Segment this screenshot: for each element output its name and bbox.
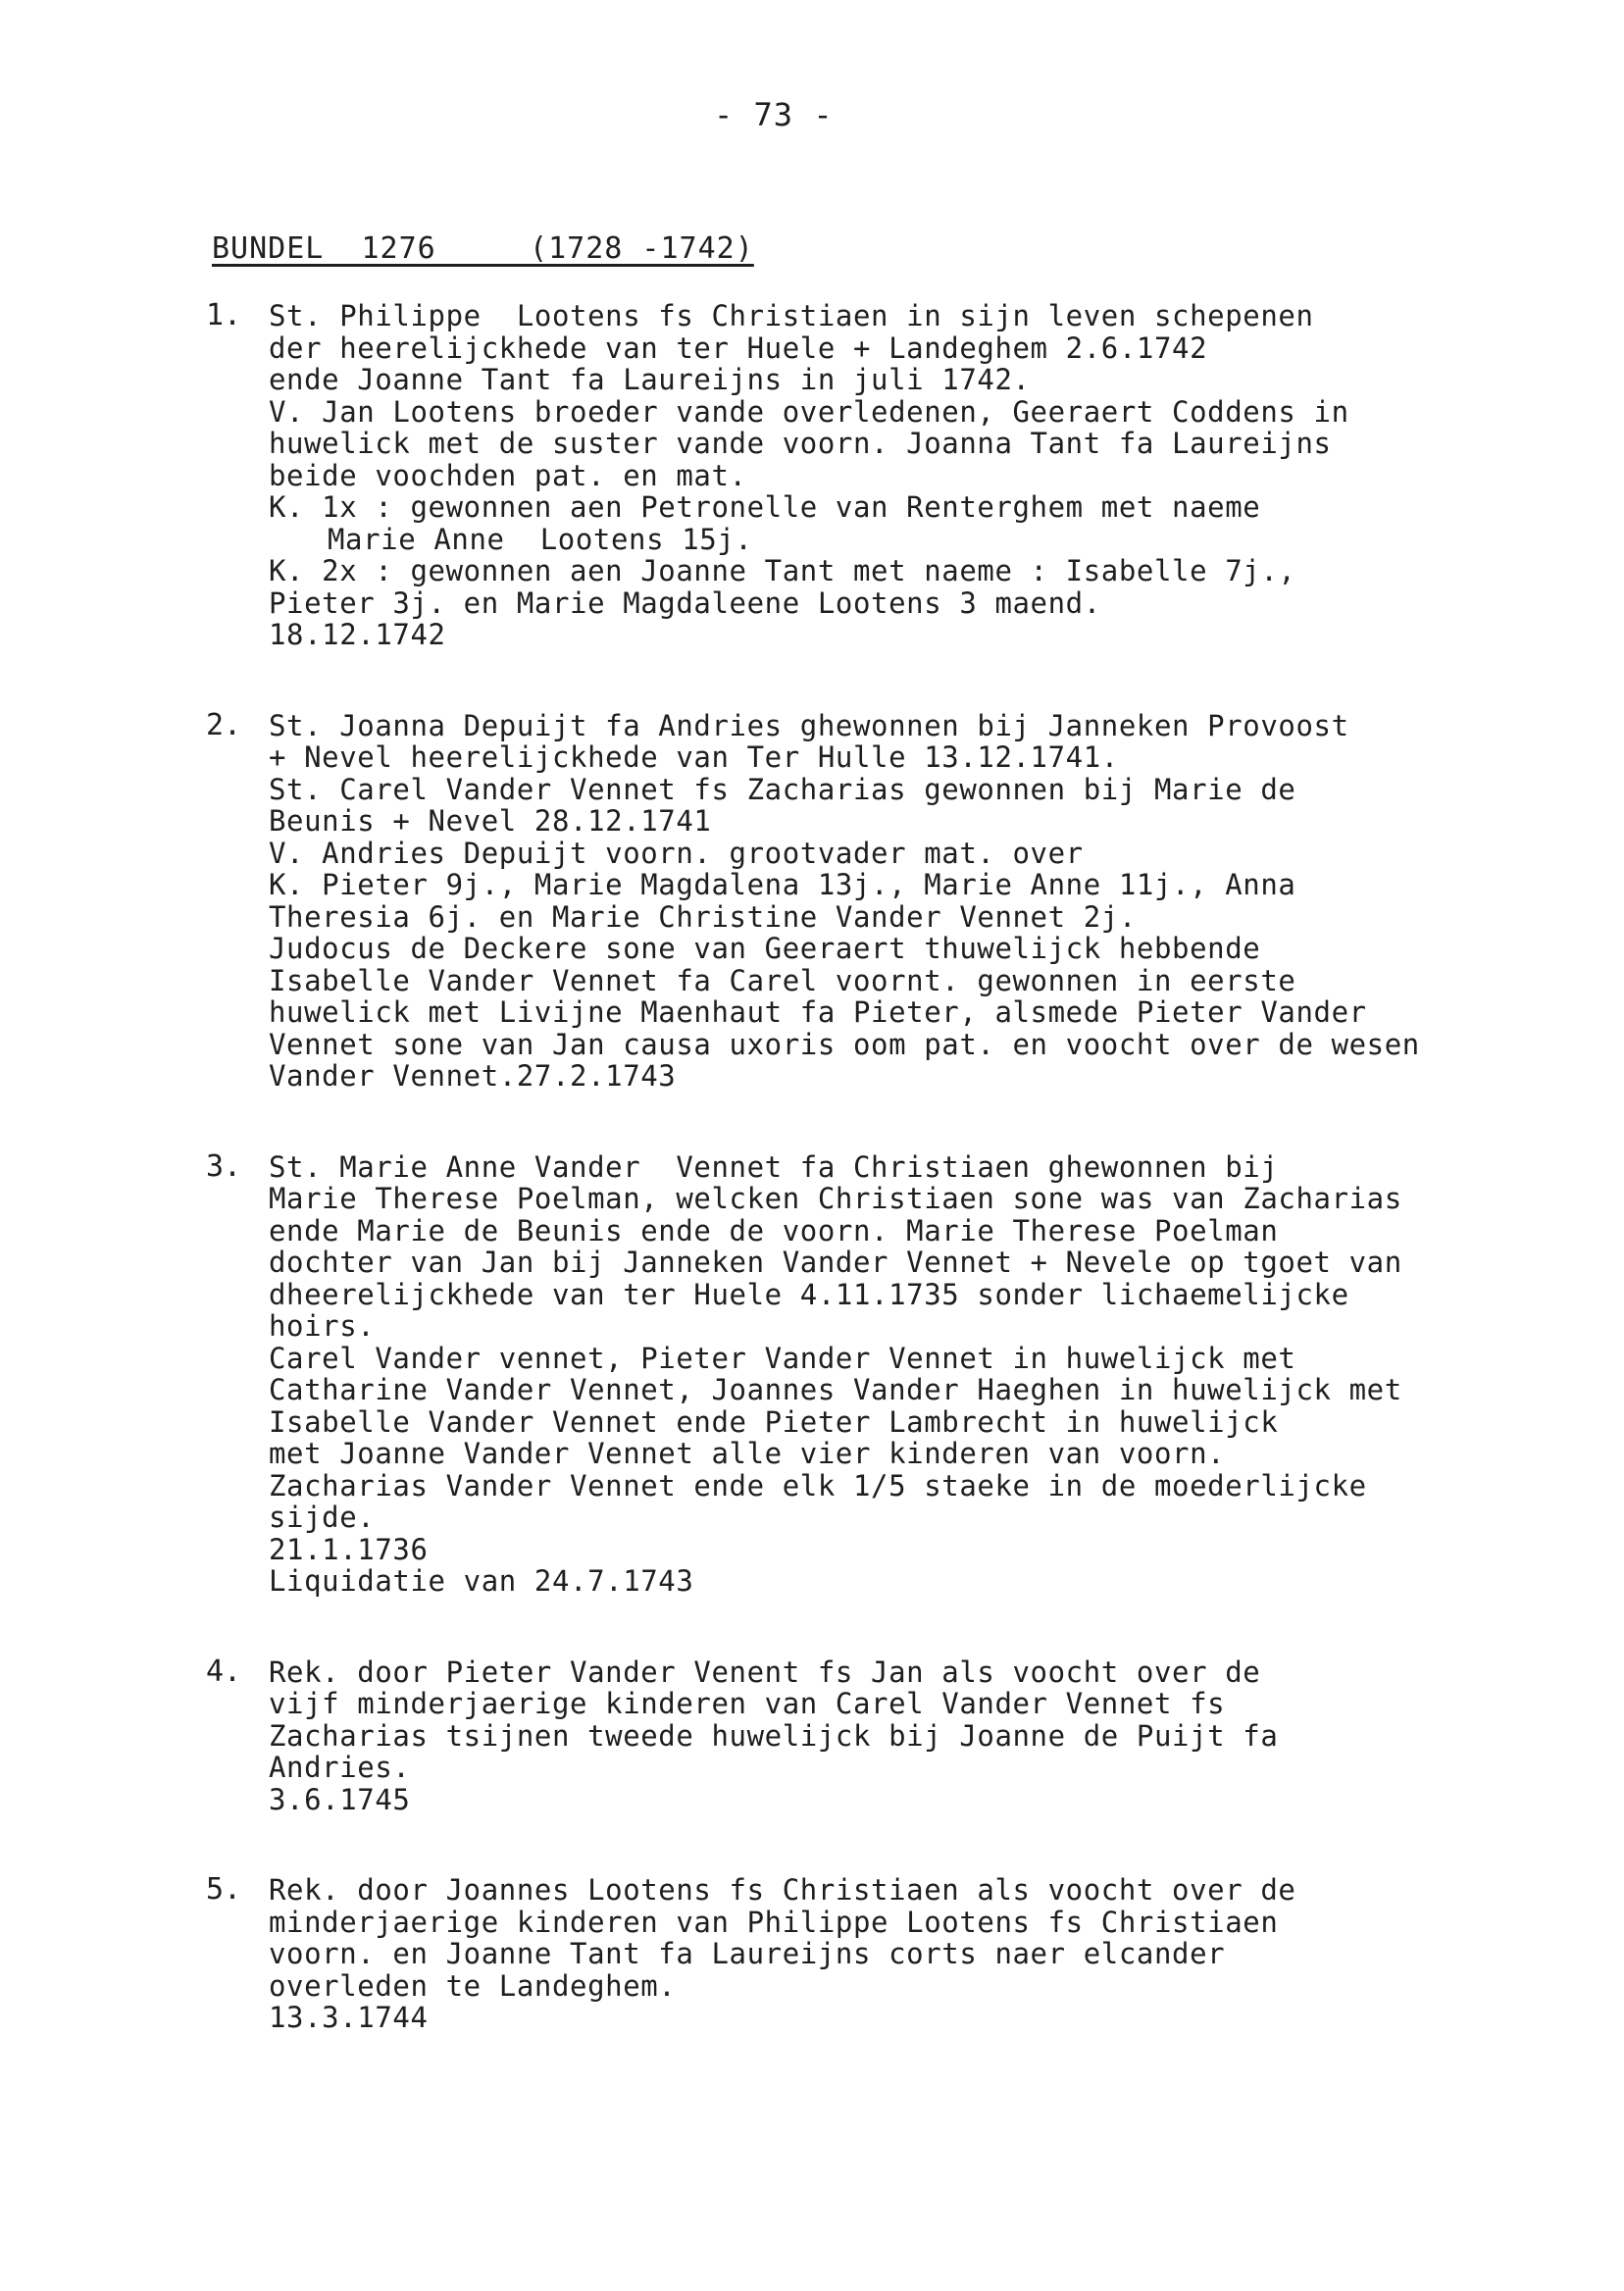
entry-line: K. 2x : gewonnen aen Joanne Tant met naeme : Isabelle 7j., <box>269 554 1296 587</box>
entry-line: ende Marie de Beunis ende de voorn. Marie Therese Poelman <box>269 1213 1279 1247</box>
entry-number: 1. <box>206 298 242 332</box>
entry-number: 5. <box>206 1872 242 1907</box>
entry-line: St. Carel Vander Vennet fs Zacharias gewonnen bij Marie de <box>269 772 1296 806</box>
entry-4 <box>206 1656 1579 1816</box>
entry-line: dheerelijckhede van ter Huele 4.11.1735 sonder lichaemelijcke <box>269 1277 1349 1311</box>
entry-line: Judocus de Deckere sone van Geeraert thuwelijck hebbende <box>269 932 1261 965</box>
entry-line: Beunis + Nevel 28.12.1741 <box>269 804 712 838</box>
entry-line: met Joanne Vander Vennet alle vier kinderen van voorn. <box>269 1437 1226 1470</box>
entry-number: 4. <box>206 1654 242 1689</box>
entry-line: V. Andries Depuijt voorn. grootvader mat. over <box>269 836 1084 870</box>
entry-line: beide voochden pat. en mat. <box>269 458 747 492</box>
entry-line: Pieter 3j. en Marie Magdaleene Lootens 3 maend. <box>269 585 1101 620</box>
entry-date: 21.1.1736 <box>269 1532 429 1566</box>
entry-line: Isabelle Vander Vennet ende Pieter Lambrecht in huwelijck <box>269 1404 1279 1439</box>
entry-line: huwelick met de suster vande voorn. Joanna Tant fa Laureijns <box>269 427 1332 460</box>
entry-line: minderjaerige kinderen van Philippe Lootens fs Christiaen <box>269 1905 1279 1939</box>
entry-number: 3. <box>206 1148 242 1184</box>
entry-2 <box>206 707 1579 1093</box>
entry-line: hoirs. <box>269 1309 376 1343</box>
entry-line: Zacharias tsijnen tweede huwelijck bij Joanne de Puijt fa <box>269 1718 1279 1753</box>
entry-line: vijf minderjaerige kinderen van Carel Vander Vennet fs <box>269 1687 1226 1720</box>
entry-line: Marie Therese Poelman, welcken Christiaen sone was van Zacharias <box>269 1182 1402 1215</box>
entry-line: voorn. en Joanne Tant fa Laureijns corts naer elcander <box>269 1937 1226 1970</box>
entry-line: Zacharias Vander Vennet ende elk 1/5 staeke in de moederlijcke <box>269 1468 1367 1502</box>
entry-date: 13.3.1744 <box>269 2001 429 2034</box>
entry-line: Isabelle Vander Vennet fa Carel voornt. gewonnen in eerste <box>269 963 1296 997</box>
entry-line: K. 1x : gewonnen aen Petronelle van Renterghem met naeme <box>269 490 1261 524</box>
entry-3 <box>206 1148 1579 1598</box>
entry-line: St. Joanna Depuijt fa Andries ghewonnen bij Janneken Provoost <box>269 708 1349 742</box>
entry-line: overleden te Landeghem. <box>269 1968 677 2003</box>
entry-line: Catharine Vander Vennet, Joannes Vander Haeghen in huwelijck met <box>269 1373 1402 1406</box>
entry-line: V. Jan Lootens broeder vande overledenen, Geeraert Coddens in <box>269 394 1349 429</box>
page-number: - 73 - <box>714 96 834 133</box>
entry-line: Theresia 6j. en Marie Christine Vander Vennet 2j. <box>269 899 1137 934</box>
entry-line: Liquidatie van 24.7.1743 <box>269 1564 694 1598</box>
entry-line: huwelick met Livijne Maenhaut fa Pieter, alsmede Pieter Vander <box>269 995 1367 1029</box>
entry-line: St. Philippe Lootens fs Christiaen in sijn leven schepenen <box>269 299 1314 332</box>
entries-list <box>206 300 1579 2093</box>
entry-date: 18.12.1742 <box>269 618 446 651</box>
entry-line: + Nevel heerelijckhede van Ter Hulle 13.12.1741. <box>269 740 1119 774</box>
entry-line: ende Joanne Tant fa Laureijns in juli 1742. <box>269 363 1031 396</box>
entry-date: 3.6.1745 <box>269 1782 411 1816</box>
entry-line: Vennet sone van Jan causa uxoris oom pat. en voocht over de wesen <box>269 1027 1420 1061</box>
entry-1 <box>206 300 1579 651</box>
entry-line: Andries. <box>269 1751 411 1784</box>
entry-line: sijde. <box>269 1501 376 1534</box>
entry-line: der heerelijckhede van ter Huele + Landeghem 2.6.1742 <box>269 331 1208 365</box>
entry-line: K. Pieter 9j., Marie Magdalena 13j., Marie Anne 11j., Anna <box>269 868 1296 901</box>
entry-line: Rek. door Pieter Vander Venent fs Jan als voocht over de <box>269 1655 1261 1689</box>
entry-5 <box>206 1874 1579 2034</box>
entry-number: 2. <box>206 707 242 742</box>
entry-line: Vander Vennet.27.2.1743 <box>269 1059 677 1093</box>
entry-line: Marie Anne Lootens 15j. <box>328 522 753 556</box>
entry-line: dochter van Jan bij Janneken Vander Vennet + Nevele op tgoet van <box>269 1246 1402 1279</box>
bundle-header: BUNDEL 1276 (1728 -1742) <box>212 231 754 266</box>
entry-line: Rek. door Joannes Lootens fs Christiaen als voocht over de <box>269 1873 1296 1907</box>
entry-line: Carel Vander vennet, Pieter Vander Vennet in huwelijck met <box>269 1341 1296 1375</box>
entry-line: St. Marie Anne Vander Vennet fa Christiaen ghewonnen bij <box>269 1149 1279 1184</box>
